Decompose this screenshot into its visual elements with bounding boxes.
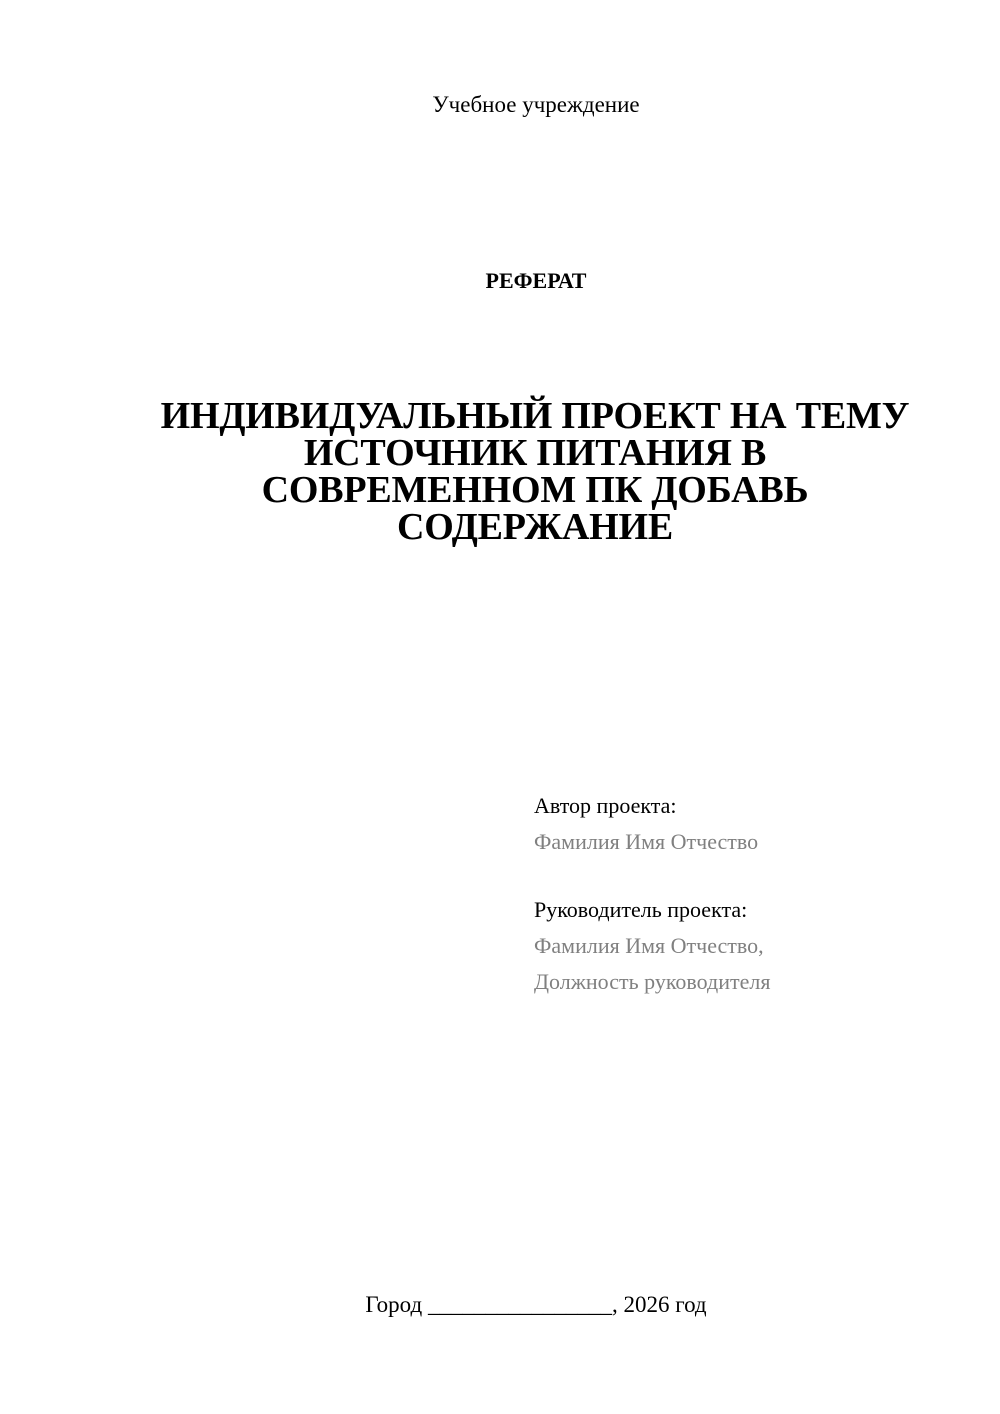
title-line: ИСТОЧНИК ПИТАНИЯ В — [303, 432, 767, 474]
spacer — [534, 860, 974, 892]
supervisor-position: Должность руководителя — [534, 969, 771, 994]
title-line: СОДЕРЖАНИЕ — [397, 506, 673, 548]
supervisor-label: Руководитель проекта: — [534, 897, 748, 922]
credits-block — [534, 788, 974, 1000]
author-name: Фамилия Имя Отчество — [534, 829, 759, 854]
institution-name: Учебное учреждение — [432, 92, 640, 117]
document-title — [140, 395, 930, 548]
city-year-footer: Город ________________, 2026 год — [365, 1292, 707, 1317]
author-label: Автор проекта: — [534, 793, 677, 818]
document-type: РЕФЕРАТ — [485, 268, 587, 293]
supervisor-name: Фамилия Имя Отчество, — [534, 933, 764, 958]
title-line: ИНДИВИДУАЛЬНЫЙ ПРОЕКТ НА ТЕМУ — [160, 395, 910, 437]
title-line: СОВРЕМЕННОМ ПК ДОБАВЬ — [261, 469, 809, 511]
